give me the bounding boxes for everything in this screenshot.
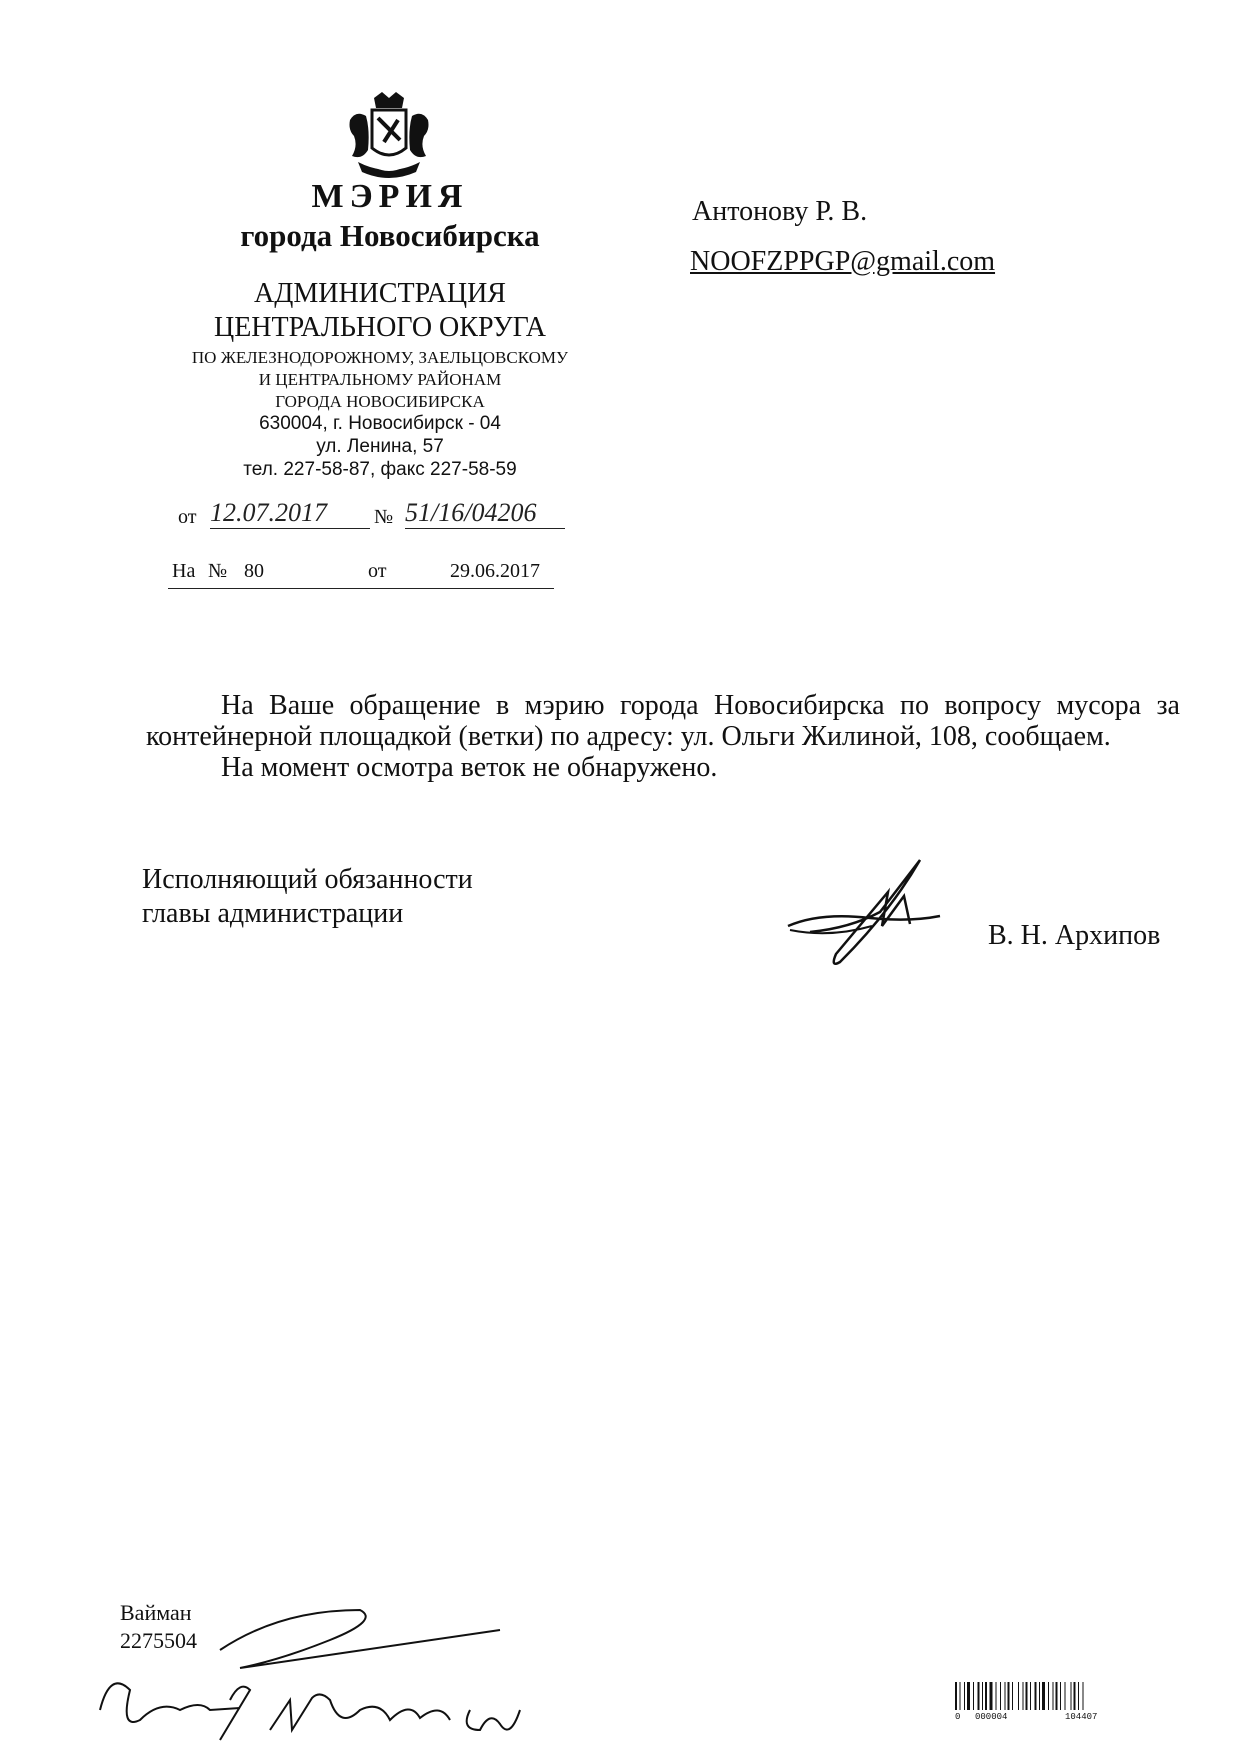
barcode-bar — [967, 1682, 970, 1710]
barcode-bar — [1023, 1682, 1024, 1710]
barcode-bar — [1035, 1682, 1037, 1710]
barcode-bar — [960, 1682, 961, 1710]
reg-date: 12.07.2017 — [210, 498, 370, 529]
addressee-email: NOOFZPPGP@gmail.com — [690, 246, 996, 277]
barcode-bar — [955, 1682, 957, 1710]
barcode-bar — [1053, 1682, 1054, 1710]
reg-number: 51/16/04206 — [405, 498, 565, 529]
barcode-bar — [1018, 1682, 1019, 1710]
reference-label: На — [172, 560, 196, 582]
districts-line: ПО ЖЕЛЕЗНОДОРОЖНОМУ, ЗАЕЛЬЦОВСКОМУ — [191, 348, 569, 367]
executor-phone: 2275504 — [120, 1628, 197, 1653]
reg-number-label: № — [374, 506, 394, 528]
barcode-bar — [1000, 1682, 1001, 1710]
reference-no-label: № — [208, 560, 228, 582]
barcode-bar — [1012, 1682, 1013, 1710]
administration-title: АДМИНИСТРАЦИЯ — [254, 278, 506, 309]
letter-body — [146, 690, 1180, 783]
reg-date-label: от — [178, 506, 197, 528]
addressee-name: Антонову Р. В. — [692, 196, 868, 227]
barcode-bar — [1056, 1682, 1058, 1710]
handwritten-signature — [780, 852, 950, 972]
barcode-digits: 000004 — [975, 1712, 1008, 1722]
barcode-bar — [1078, 1682, 1079, 1710]
address-line: ул. Ленина, 57 — [316, 436, 444, 457]
approval-signatures — [80, 1590, 580, 1750]
barcode-bar — [1030, 1682, 1031, 1710]
mayoralty-title: МЭРИЯ — [311, 178, 469, 215]
district-title: ЦЕНТРАЛЬНОГО ОКРУГА — [213, 312, 547, 343]
barcode-bar — [1008, 1682, 1010, 1710]
barcode-bar — [1048, 1682, 1049, 1710]
barcode-bar — [978, 1682, 980, 1710]
signer-position: главы администрации — [142, 898, 404, 929]
barcode-bar — [1071, 1682, 1072, 1710]
barcode-digits: 0 — [955, 1712, 961, 1722]
districts-line: ГОРОДА НОВОСИБИРСКА — [275, 392, 485, 411]
barcode-bar — [1039, 1682, 1040, 1710]
barcode-bar — [1042, 1682, 1045, 1710]
reference-number: 80 — [244, 560, 264, 582]
barcode-bar — [1083, 1682, 1084, 1710]
reference-line — [168, 560, 554, 589]
body-paragraph: На момент осмотра веток не обнаружено. — [221, 752, 718, 783]
signer-name: В. Н. Архипов — [988, 920, 1161, 951]
reference-date-label: от — [368, 560, 387, 582]
barcode-digits: 104407 — [1065, 1712, 1098, 1722]
barcode-bar — [990, 1682, 993, 1710]
address-line: 630004, г. Новосибирск - 04 — [259, 413, 501, 434]
barcode-bar — [996, 1682, 997, 1710]
barcode-bar — [973, 1682, 974, 1710]
barcode-bar — [1065, 1682, 1066, 1710]
executor-name: Вайман — [120, 1600, 192, 1625]
barcode-bar — [1074, 1682, 1076, 1710]
barcode-bar — [1060, 1682, 1061, 1710]
barcode-bar — [1005, 1682, 1006, 1710]
coat-of-arms-icon — [344, 90, 434, 190]
city-title: города Новосибирска — [240, 218, 540, 253]
reference-date: 29.06.2017 — [450, 560, 540, 582]
signer-position: Исполняющий обязанности — [142, 864, 473, 895]
body-paragraph: На Ваше обращение в мэрию города Новосибирска по вопросу мусора за контейнерной площадкой (ветки) по адресу: ул. Ольги Жилиной, 108, сообщаем. — [146, 690, 1180, 752]
phone-line: тел. 227-58-87, факс 227-58-59 — [243, 459, 517, 480]
barcode-bar — [982, 1682, 983, 1710]
barcode-bar — [1026, 1682, 1028, 1710]
barcode-bar — [985, 1682, 987, 1710]
districts-line: И ЦЕНТРАЛЬНОМУ РАЙОНАМ — [258, 370, 502, 389]
barcode-bar — [964, 1682, 965, 1710]
